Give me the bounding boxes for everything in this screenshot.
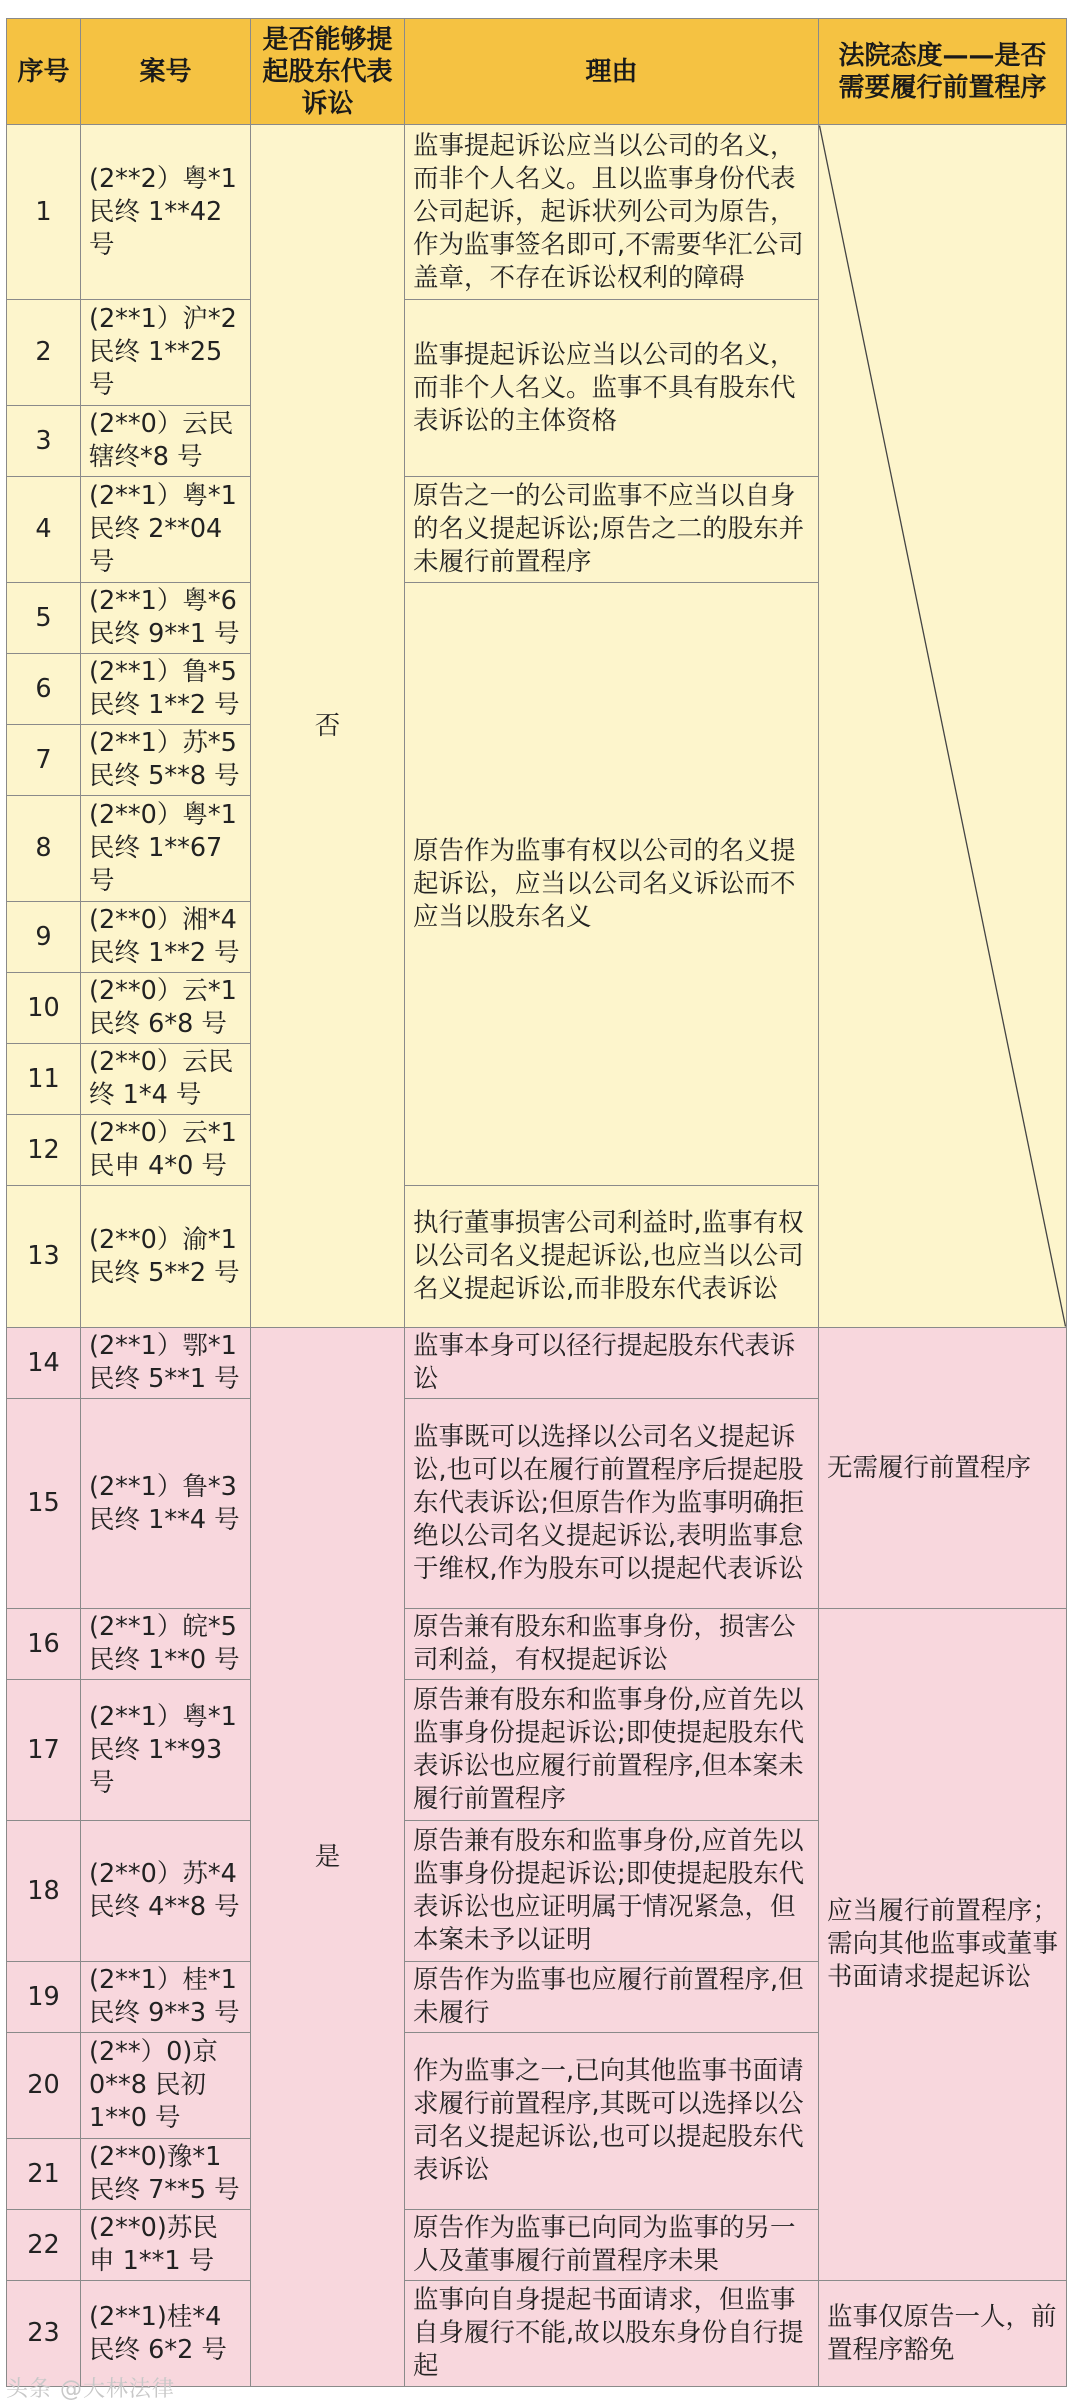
attitude-cell: 监事仅原告一人，前置程序豁免 (819, 2281, 1067, 2387)
case-cell: (2**0）粤*1民终 1**67号 (81, 796, 251, 902)
seq-cell: 17 (7, 1680, 81, 1821)
table-row (7, 2281, 1067, 2387)
reason-cell: 原告兼有股东和监事身份，损害公司利益，有权提起诉讼 (405, 1609, 819, 1680)
case-cell: (2**0）云*1民终 6*8 号 (81, 973, 251, 1044)
seq-cell: 13 (7, 1186, 81, 1328)
reason-cell: 监事既可以选择以公司名义提起诉讼,也可以在履行前置程序后提起股东代表诉讼;但原告作为监事明确拒绝以公司名义提起诉讼,表明监事怠于维权,作为股东可以提起代表诉讼 (405, 1399, 819, 1609)
reason-cell: 原告之一的公司监事不应当以自身的名义提起诉讼;原告之二的股东并未履行前置程序 (405, 477, 819, 583)
reason-cell: 原告兼有股东和监事身份,应首先以监事身份提起诉讼;即使提起股东代表诉讼也应履行前置程序,但本案未履行前置程序 (405, 1680, 819, 1821)
case-cell: (2**0）苏*4民终 4**8 号 (81, 1821, 251, 1962)
header-case: 案号 (81, 19, 251, 125)
reason-cell: 原告兼有股东和监事身份,应首先以监事身份提起诉讼;即使提起股东代表诉讼也应证明属于情况紧急，但本案未予以证明 (405, 1821, 819, 1962)
reason-cell: 监事向自身提起书面请求，但监事自身履行不能,故以股东身份自行提起 (405, 2281, 819, 2387)
reason-cell: 监事本身可以径行提起股东代表诉讼 (405, 1328, 819, 1399)
seq-cell: 14 (7, 1328, 81, 1399)
case-table (6, 18, 1067, 2387)
seq-cell: 16 (7, 1609, 81, 1680)
seq-cell: 11 (7, 1044, 81, 1115)
reason-cell: 监事提起诉讼应当以公司的名义，而非个人名义。监事不具有股东代表诉讼的主体资格 (405, 300, 819, 477)
case-cell: (2**1）沪*2民终 1**25号 (81, 300, 251, 406)
case-cell: (2**）0)京0**8 民初1**0 号 (81, 2033, 251, 2139)
seq-cell: 15 (7, 1399, 81, 1609)
case-cell: (2**1）皖*5民终 1**0 号 (81, 1609, 251, 1680)
case-cell: (2**0）云民辖终*8 号 (81, 406, 251, 477)
case-cell: (2**0）渝*1民终 5**2 号 (81, 1186, 251, 1328)
seq-cell: 22 (7, 2210, 81, 2281)
seq-cell: 18 (7, 1821, 81, 1962)
seq-cell: 4 (7, 477, 81, 583)
attitude-empty-cell (819, 125, 1067, 1328)
seq-cell: 23 (7, 2281, 81, 2387)
seq-cell: 10 (7, 973, 81, 1044)
seq-cell: 21 (7, 2139, 81, 2210)
case-cell: (2**1）粤*6民终 9**1 号 (81, 583, 251, 654)
case-cell: (2**0）云民终 1*4 号 (81, 1044, 251, 1115)
seq-cell: 20 (7, 2033, 81, 2139)
seq-cell: 8 (7, 796, 81, 902)
seq-cell: 9 (7, 902, 81, 973)
case-cell: (2**2）粤*1民终 1**42号 (81, 125, 251, 300)
table-row (7, 125, 1067, 300)
header-seq: 序号 (7, 19, 81, 125)
seq-cell: 19 (7, 1962, 81, 2033)
case-cell: (2**1）粤*1民终 1**93号 (81, 1680, 251, 1821)
case-cell: (2**0）湘*4民终 1**2 号 (81, 902, 251, 973)
seq-cell: 6 (7, 654, 81, 725)
watermark: 头条 @大林法律 (6, 2377, 175, 2402)
case-table-container (6, 18, 1067, 2387)
seq-cell: 12 (7, 1115, 81, 1186)
case-cell: (2**1）鲁*3民终 1**4 号 (81, 1399, 251, 1609)
header-attitude: 法院态度——是否需要履行前置程序 (819, 19, 1067, 125)
case-cell: (2**1）苏*5民终 5**8 号 (81, 725, 251, 796)
header-can-sue: 是否能够提起股东代表诉讼 (251, 19, 405, 125)
reason-cell: 作为监事之一,已向其他监事书面请求履行前置程序,其既可以选择以公司名义提起诉讼,也可以提起股东代表诉讼 (405, 2033, 819, 2210)
case-cell: (2**0)苏民申 1**1 号 (81, 2210, 251, 2281)
attitude-cell: 无需履行前置程序 (819, 1328, 1067, 1609)
seq-cell: 1 (7, 125, 81, 300)
case-cell: (2**1）鄂*1民终 5**1 号 (81, 1328, 251, 1399)
case-cell: (2**1)桂*4民终 6*2 号 (81, 2281, 251, 2387)
case-cell: (2**1）鲁*5民终 1**2 号 (81, 654, 251, 725)
reason-cell: 监事提起诉讼应当以公司的名义，而非个人名义。且以监事身份代表公司起诉，起诉状列公司为原告，作为监事签名即可,不需要华汇公司盖章，不存在诉讼权利的障碍 (405, 125, 819, 300)
case-cell: (2**0)豫*1民终 7**5 号 (81, 2139, 251, 2210)
attitude-cell: 应当履行前置程序；需向其他监事或董事书面请求提起诉讼 (819, 1609, 1067, 2281)
seq-cell: 7 (7, 725, 81, 796)
table-row (7, 1328, 1067, 1399)
case-cell: (2**1）粤*1民终 2**04号 (81, 477, 251, 583)
reason-cell: 原告作为监事已向同为监事的另一人及董事履行前置程序未果 (405, 2210, 819, 2281)
can-sue-no-cell: 否 (251, 125, 405, 1328)
reason-cell: 执行董事损害公司利益时,监事有权以公司名义提起诉讼,也应当以公司名义提起诉讼,而非股东代表诉讼 (405, 1186, 819, 1328)
seq-cell: 3 (7, 406, 81, 477)
seq-cell: 2 (7, 300, 81, 406)
seq-cell: 5 (7, 583, 81, 654)
case-cell: (2**0）云*1民申 4*0 号 (81, 1115, 251, 1186)
header-row (7, 19, 1067, 125)
reason-cell: 原告作为监事有权以公司的名义提起诉讼，应当以公司名义诉讼而不应当以股东名义 (405, 583, 819, 1186)
table-row (7, 1609, 1067, 1680)
reason-cell: 原告作为监事也应履行前置程序,但未履行 (405, 1962, 819, 2033)
header-reason: 理由 (405, 19, 819, 125)
can-sue-yes-cell: 是 (251, 1328, 405, 2387)
case-cell: (2**1）桂*1民终 9**3 号 (81, 1962, 251, 2033)
